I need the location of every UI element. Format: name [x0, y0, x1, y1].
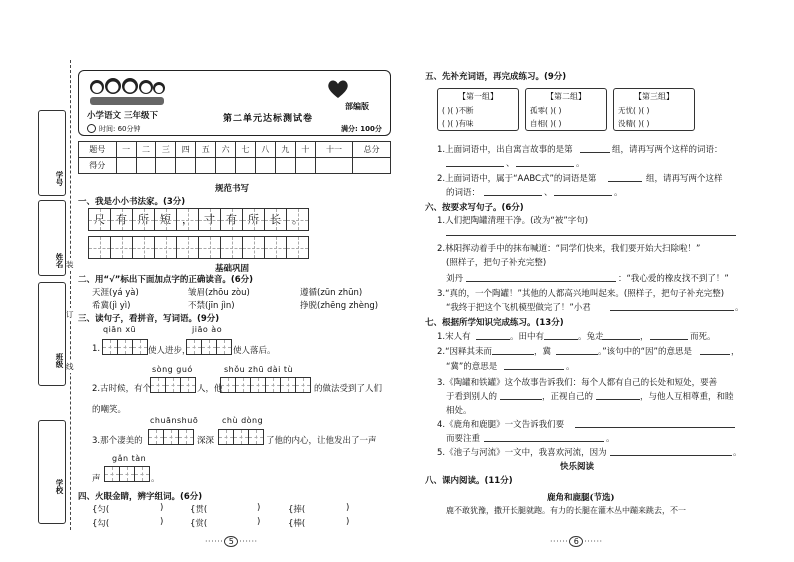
copy-model-grid [88, 208, 308, 231]
score-cell: 十 [295, 142, 315, 158]
q6-3-text-c: 。 [735, 303, 744, 313]
practice-cell[interactable] [110, 236, 133, 259]
q7-2-text-f: 。 [566, 362, 575, 372]
q4-char-a2: {勾( [92, 519, 110, 529]
word-group-title: 【第一组】 [458, 92, 498, 101]
subject-label: 小学语文 三年级下 [87, 111, 158, 121]
question-5-title: 五、先补充词语，再完成练习。(9分) [425, 72, 567, 82]
score-cell: 题号 [79, 142, 117, 158]
q3-1-text-a: 使人进步， [148, 346, 191, 356]
q5-2-text-d: 、 [544, 188, 553, 198]
binding-label-school: 学校 [55, 479, 64, 494]
q7-5-text-a: 5.《池子与河流》一文中，我喜欢河流，因为 [437, 448, 607, 458]
q3-1-answer-a[interactable] [102, 339, 147, 355]
q6-2-text-a: 2.林阳挥动着手中的抹布喊道：“同学们快来，我们要开始大扫除啦！” [437, 244, 701, 254]
q4-blank-c1[interactable]: ) [346, 503, 350, 513]
score-cell: 四 [176, 142, 196, 158]
q3-3-pinyin-b: chù dòng [222, 416, 264, 425]
q7-1-text-a: 1.宋人有 [437, 332, 471, 342]
q5-2-text-e: 。 [614, 188, 623, 198]
practice-cell[interactable] [264, 236, 287, 259]
word-group-title: 【第二组】 [546, 92, 586, 101]
q7-2-blank-b[interactable] [556, 354, 598, 355]
q2-item[interactable]: 挣脱(zhēng zhèng) [300, 301, 379, 311]
q5-2-text-a: 2.上面词语中，属于“AABC式”的词语是第 [437, 174, 597, 184]
score-cell: 十一 [315, 142, 353, 158]
question-8-title: 八、课内阅读。(11分) [425, 476, 513, 486]
question-3-title: 三、读句子，看拼音，写词语。(9分) [78, 314, 220, 324]
practice-cell[interactable] [88, 236, 111, 259]
q4-char-c1: {捧( [288, 505, 306, 515]
binding-mark-ding: 订 [66, 310, 74, 319]
q5-1-text-d: 。 [576, 159, 585, 169]
score-cell: 总分 [353, 142, 391, 158]
word-group-3 [613, 88, 695, 131]
model-char: ， [176, 208, 199, 231]
binding-box-name [38, 200, 66, 276]
q4-blank-a2[interactable]: ) [160, 517, 164, 527]
q7-2-text-d: ， [731, 347, 740, 357]
q3-2-pinyin-b: shǒu zhū dài tù [224, 365, 294, 374]
test-header [78, 70, 391, 136]
q5-2-text-b: 组，请再写两个这样 [646, 174, 723, 184]
page-number-value: 6 [569, 536, 583, 547]
score-input-cell[interactable] [353, 158, 391, 174]
q3-4-answer[interactable] [104, 466, 149, 482]
q7-1-text-d: ， [640, 332, 649, 342]
q3-2-text-c: 的做法受到了人们 [314, 384, 383, 394]
question-6-title: 六、按要求写句子。(6分) [425, 203, 524, 213]
section-heading-writing: 规范书写 [215, 184, 250, 194]
q6-3-answer-line[interactable] [610, 310, 734, 311]
q7-1-text-c: 。兔走 [578, 332, 604, 342]
word-group-line[interactable]: 无忧( )( ) [618, 106, 650, 115]
full-score: 满分: 100分 [341, 125, 382, 133]
word-group-1 [437, 88, 519, 131]
model-char: 尺 [88, 208, 111, 231]
q7-3-blank-a[interactable] [500, 399, 542, 400]
q2-item[interactable]: 皱眉(zhōu zòu) [188, 288, 250, 298]
word-group-title: 【第三组】 [634, 92, 674, 101]
practice-cell[interactable] [154, 236, 177, 259]
q7-3-text-a: 3.《陶罐和铁罐》这个故事告诉我们：每个人都有自己的长处和短处，要善 [437, 378, 718, 388]
q3-3-text-a: 3.那个凄美的 [92, 436, 143, 446]
page-number-value: 5 [224, 536, 238, 547]
q4-char-b1: {贯( [190, 505, 208, 515]
word-group-line[interactable]: ( )( )不断 [442, 106, 474, 115]
score-cell: 九 [275, 142, 295, 158]
score-cell: 一 [116, 142, 136, 158]
q7-3-text-e: 相处。 [446, 406, 472, 416]
children-illustration-icon [87, 75, 167, 105]
copy-practice-grid[interactable] [88, 236, 308, 259]
score-input-cell[interactable] [216, 158, 236, 174]
q7-2-text-e: “冀”的意思是 [446, 362, 498, 372]
q5-1-blank-b[interactable] [446, 166, 504, 167]
q3-2-text-cont: 的嘲笑。 [92, 405, 127, 415]
q7-5-blank[interactable] [610, 455, 732, 456]
model-char: 所 [132, 208, 155, 231]
practice-cell[interactable] [132, 236, 155, 259]
q3-3-pinyin-a: chuānshuō [150, 416, 199, 425]
binding-label-student-id: 学号 [55, 171, 64, 186]
q3-4-text-b: 。 [151, 474, 160, 484]
q3-3-text-c: 了他的内心，让他发出了一声 [266, 436, 377, 446]
model-char: 长 [264, 208, 287, 231]
score-input-cell[interactable] [236, 158, 256, 174]
binding-box-school [38, 420, 66, 524]
q7-3-text-d: ，与他人互相尊重，和睦 [640, 392, 734, 402]
score-table-header-row [79, 142, 391, 158]
q7-3-blank-b[interactable] [596, 399, 640, 400]
score-input-cell[interactable] [295, 158, 315, 174]
q6-2-answer-line[interactable] [466, 281, 616, 282]
score-cell: 六 [216, 142, 236, 158]
section-heading-reading: 快乐阅读 [560, 462, 595, 472]
q5-1-text-c: 、 [506, 159, 515, 169]
q2-item[interactable]: 不禁(jīn jìn) [188, 301, 235, 311]
model-char: 有 [110, 208, 133, 231]
binding-box-class [38, 282, 66, 386]
practice-cell[interactable] [220, 236, 243, 259]
binding-box-student-id [38, 110, 66, 196]
q7-4-text-b: 而要注重 [446, 434, 481, 444]
q7-2-blank-c[interactable] [700, 354, 730, 355]
word-group-line[interactable]: 孤零( )( ) [530, 106, 562, 115]
question-2-title: 二、用“√”标出下面加点字的正确读音。(6分) [78, 275, 254, 285]
q7-4-text-c: 。 [606, 434, 615, 444]
q5-1-blank-c[interactable] [516, 166, 574, 167]
q5-1-text-b: 组，请再写两个这样的词语： [612, 145, 723, 155]
q7-2-blank-a[interactable] [492, 354, 534, 355]
q3-3-answer-b[interactable] [218, 429, 263, 445]
q7-5-text-b: 。 [733, 448, 742, 458]
q3-2-answer-a[interactable] [150, 377, 195, 393]
binding-label-name: 姓名 [55, 253, 64, 268]
practice-cell[interactable] [242, 236, 265, 259]
model-char: 所 [242, 208, 265, 231]
q6-2-text-b: (照样子，把句子补充完整) [446, 258, 547, 268]
q5-2-blank-a[interactable] [608, 181, 642, 182]
q7-1-blank-a[interactable] [476, 339, 510, 340]
q5-1-blank-a[interactable] [580, 152, 610, 153]
section-heading-basics: 基础巩固 [215, 264, 250, 274]
score-input-cell[interactable] [116, 158, 136, 174]
page-number-left [205, 536, 258, 547]
score-cell: 二 [136, 142, 156, 158]
q5-2-blank-c[interactable] [554, 195, 612, 196]
q7-1-blank-d[interactable] [650, 339, 688, 340]
binding-dash-line [70, 60, 71, 530]
q3-1-pinyin-a: qiān xū [103, 325, 137, 334]
score-input-cell[interactable] [275, 158, 295, 174]
q3-1-answer-b[interactable] [186, 339, 231, 355]
q4-blank-c2[interactable]: ) [346, 517, 350, 527]
q6-1-text: 1.人们把陶罐清理干净。(改为“被”字句) [437, 216, 589, 226]
q7-1-blank-c[interactable] [602, 339, 640, 340]
q3-3-text-b: 深深 [197, 436, 215, 446]
model-char: 有 [220, 208, 243, 231]
clock-icon [87, 124, 96, 133]
score-input-cell[interactable] [156, 158, 176, 174]
edition-label: 部编版 [345, 102, 369, 111]
q3-2-answer-b[interactable] [220, 377, 310, 393]
score-row-label: 得分 [79, 158, 117, 174]
q7-3-text-b: 于看到别人的 [446, 392, 498, 402]
word-group-line[interactable]: ( )( )有味 [442, 119, 474, 128]
binding-label-class: 班级 [55, 353, 64, 368]
score-input-cell[interactable] [176, 158, 196, 174]
score-table-score-row [79, 158, 391, 174]
score-cell: 七 [236, 142, 256, 158]
q7-1-blank-b[interactable] [544, 339, 578, 340]
question-4-title: 四、火眼金睛，辨字组词。(6分) [78, 492, 203, 502]
q5-2-blank-b[interactable] [484, 195, 542, 196]
q5-1-text-a: 1.上面词语中，出自寓言故事的是第 [437, 145, 573, 155]
passage-title: 鹿角和鹿腿(节选) [547, 493, 615, 503]
q6-2-text-d: ：“我心爱的橡皮找不到了！” [618, 274, 729, 284]
q7-1-text-e: 而死。 [690, 332, 716, 342]
q6-3-text-b: “我终于把这个飞机模型做完了！”小君 [446, 303, 591, 313]
practice-cell[interactable] [176, 236, 199, 259]
model-char: 寸 [198, 208, 221, 231]
q3-1-pinyin-b: jiāo ào [192, 325, 223, 334]
q3-4-pinyin: gǎn tàn [112, 454, 147, 463]
q7-1-text-b: 。田中有 [510, 332, 545, 342]
score-cell: 三 [156, 142, 176, 158]
score-input-cell[interactable] [136, 158, 156, 174]
score-input-cell[interactable] [196, 158, 216, 174]
practice-cell[interactable] [198, 236, 221, 259]
question-7-title: 七、根据所学知识完成练习。(13分) [425, 318, 564, 328]
q7-4-blank-b[interactable] [484, 441, 604, 442]
q2-item[interactable]: 遵循(zūn zhūn) [300, 288, 363, 298]
q7-4-blank-a[interactable] [575, 427, 735, 428]
q4-char-a1: {匀( [92, 505, 110, 515]
page-title: 第二单元达标测试卷 [223, 114, 314, 124]
score-cell: 五 [196, 142, 216, 158]
model-char: 短 [154, 208, 177, 231]
score-input-cell[interactable] [255, 158, 275, 174]
binding-mark-zhuang: 装 [66, 260, 74, 269]
q2-item[interactable]: 希冀(jì yì) [92, 301, 131, 311]
practice-cell[interactable] [286, 236, 309, 259]
q2-item[interactable]: 天涯(yá yà) [92, 288, 139, 298]
q3-2-pinyin-a: sòng guó [152, 365, 193, 374]
q7-2-text-c: 。”该句中的“因”的意思是 [598, 347, 692, 357]
q6-3-text-a: 3.“真的，一个陶罐！”其他的人都高兴地叫起来。(照样子，把句子补充完整) [437, 289, 725, 299]
q3-2-text-b: 人，他 [197, 384, 223, 394]
q7-2-text-b: ，冀 [534, 347, 552, 357]
q3-3-answer-a[interactable] [148, 429, 193, 445]
q4-blank-b1[interactable]: ) [257, 503, 261, 513]
question-1-title: 一、我是小小书法家。(3分) [78, 197, 186, 207]
q7-4-text-a: 4.《鹿角和鹿腿》一文告诉我们要 [437, 420, 565, 430]
page-number-right [550, 536, 603, 547]
q7-2-blank-d[interactable] [504, 369, 564, 370]
q6-2-text-c: 刘丹 [446, 274, 464, 284]
q3-1-text-b: 使人落后。 [233, 346, 276, 356]
q4-char-b2: {赏( [190, 519, 208, 529]
score-cell: 八 [255, 142, 275, 158]
q4-blank-b2[interactable]: ) [257, 517, 261, 527]
q3-2-text-a: 2.古时候，有个 [92, 384, 152, 394]
q5-2-text-c: 的词语： [446, 188, 481, 198]
time-limit: 时间: 60分钟 [99, 125, 141, 133]
passage-text: 鹿不敢犹豫，撒开长腿就跑。有力的长腿在灌木丛中蹦来跳去，不一 [446, 506, 686, 515]
q6-1-answer-line[interactable] [446, 235, 736, 236]
q4-char-c2: {棒( [288, 519, 306, 529]
q3-4-text-a: 声 [92, 474, 101, 484]
score-table [78, 141, 391, 174]
q4-blank-a1[interactable]: ) [160, 503, 164, 513]
heart-icon [327, 79, 349, 99]
word-group-line[interactable]: 没精( )( ) [618, 119, 650, 128]
model-char: 。 [286, 208, 309, 231]
score-input-cell[interactable] [315, 158, 353, 174]
q7-2-text-a: 2.“因释其耒而 [437, 347, 493, 357]
q7-3-text-c: ，正视自己的 [542, 392, 594, 402]
word-group-line[interactable]: 自相( )( ) [530, 119, 562, 128]
word-group-2 [525, 88, 607, 131]
q3-1-num: 1. [92, 344, 101, 354]
binding-mark-xian: 线 [66, 362, 74, 371]
